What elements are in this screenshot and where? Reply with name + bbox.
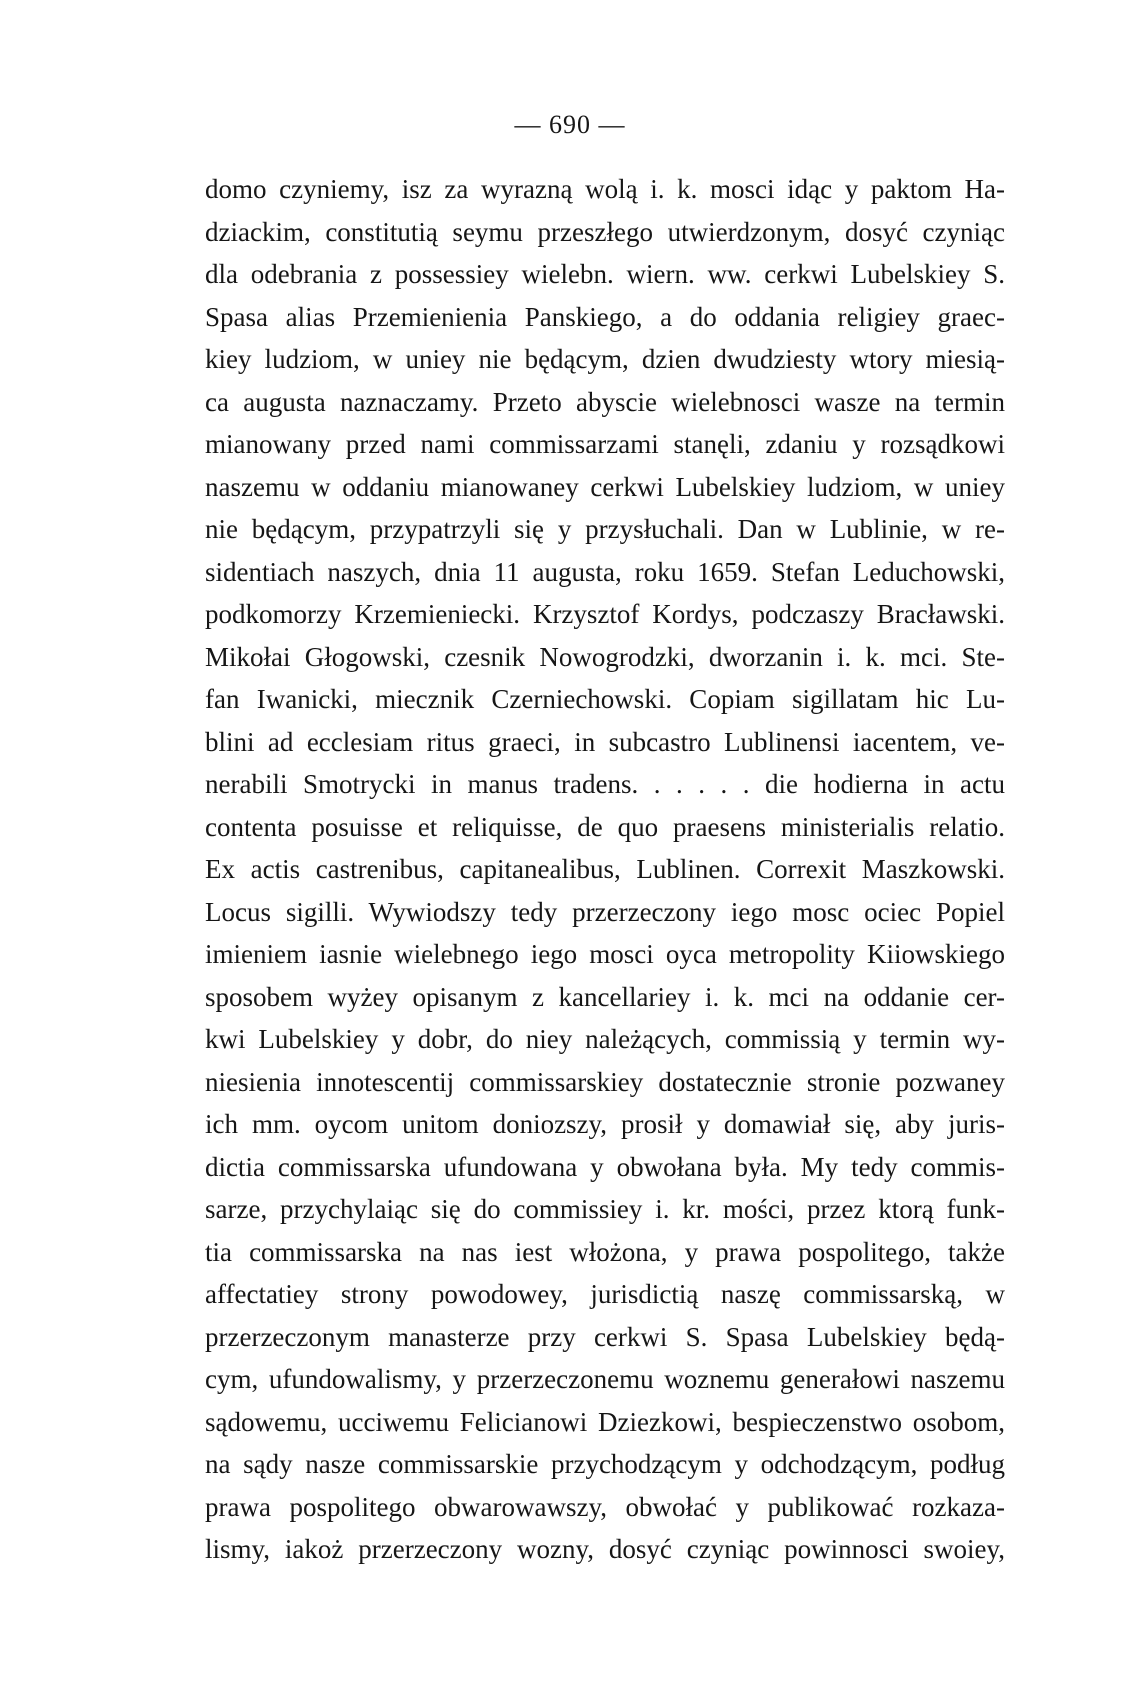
text-line: na sądy nasze commissarskie przychodzącym y odchodzącym, podług	[205, 1449, 1005, 1479]
text-line: blini ad ecclesiam ritus graeci, in subcastro Lublinensi iacentem, ve-	[205, 726, 1005, 757]
text-line: sposobem wyżey opisanym z kancellariey i. k. mci na oddanie cer-	[205, 981, 1005, 1012]
text-line: naszemu w oddaniu mianowaney cerkwi Lubelskiey ludziom, w uniey	[205, 471, 1005, 502]
text-line: podkomorzy Krzemieniecki. Krzysztof Kordys, podczaszy Bracławski.	[205, 599, 1005, 629]
text-line: dictia commissarska ufundowana y obwołana była. My tedy commis-	[205, 1151, 1005, 1182]
body-text	[205, 168, 1005, 1571]
text-line: cym, ufundowalismy, y przerzeczonemu woznemu generałowi naszemu	[205, 1364, 1005, 1394]
text-line: nie będącym, przypatrzyli się y przysłuchali. Dan w Lublinie, w re-	[205, 514, 1005, 544]
text-line: imieniem iasnie wielebnego iego mosci oyca metropolity Kiiowskiego	[205, 939, 1005, 969]
text-line: domo czyniemy, isz za wyrazną wolą i. k. mosci idąc y paktom Ha-	[205, 174, 1005, 204]
text-line: mianowany przed nami commissarzami stanęli, zdaniu y rozsądkowi	[205, 429, 1005, 459]
text-line: niesienia innotescentij commissarskiey dostatecznie stronie pozwaney	[205, 1066, 1005, 1097]
text-line: fan Iwanicki, miecznik Czerniechowski. Copiam sigillatam hic Lu-	[205, 684, 1005, 714]
text-line: Ex actis castrenibus, capitanealibus, Lublinen. Correxit Maszkowski.	[205, 854, 1005, 884]
page-number: — 690 —	[514, 110, 626, 139]
text-line: dziackim, constitutią seymu przeszłego utwierdzonym, dosyć czyniąc	[205, 216, 1005, 247]
text-line: prawa pospolitego obwarowawszy, obwołać y publikować rozkaza-	[205, 1491, 1005, 1522]
text-line: nerabili Smotrycki in manus tradens. . . . . . die hodierna in actu	[205, 769, 1005, 799]
text-line: przerzeczonym manasterze przy cerkwi S. Spasa Lubelskiey będą-	[205, 1321, 1005, 1352]
text-line: sarze, przychylaiąc się do commissiey i. kr. mości, przez ktorą funk-	[205, 1194, 1005, 1224]
text-line: kiey ludziom, w uniey nie będącym, dzien dwudziesty wtory miesią-	[205, 344, 1005, 374]
text-line: Mikołai Głogowski, czesnik Nowogrodzki, dworzanin i. k. mci. Ste-	[205, 641, 1005, 672]
text-line: affectatiey strony powodowey, jurisdictią naszę commissarską, w	[205, 1279, 1005, 1309]
text-line: sądowemu, ucciwemu Felicianowi Dziezkowi, bespieczenstwo osobom,	[205, 1406, 1005, 1437]
text-line: tia commissarska na nas iest włożona, y prawa pospolitego, także	[205, 1236, 1005, 1267]
text-line: sidentiach naszych, dnia 11 augusta, roku 1659. Stefan Leduchowski,	[205, 556, 1005, 587]
text-line: ca augusta naznaczamy. Przeto abyscie wielebnosci wasze na termin	[205, 386, 1005, 417]
text-line: kwi Lubelskiey y dobr, do niey należących, commissią y termin wy-	[205, 1024, 1005, 1054]
text-line: dla odebrania z possessiey wielebn. wiern. ww. cerkwi Lubelskiey S.	[205, 259, 1005, 289]
text-line: Spasa alias Przemienienia Panskiego, a do oddania religiey graec-	[205, 301, 1005, 332]
text-line: contenta posuisse et reliquisse, de quo praesens ministerialis relatio.	[205, 811, 1005, 842]
text-line: lismy, iakoż przerzeczony wozny, dosyć czyniąc powinnosci swoiey,	[205, 1534, 1005, 1564]
text-line: Locus sigilli. Wywiodszy tedy przerzeczony iego mosc ociec Popiel	[205, 896, 1005, 927]
text-line: ich mm. oycom unitom doniozszy, prosił y domawiał się, aby juris-	[205, 1109, 1005, 1139]
